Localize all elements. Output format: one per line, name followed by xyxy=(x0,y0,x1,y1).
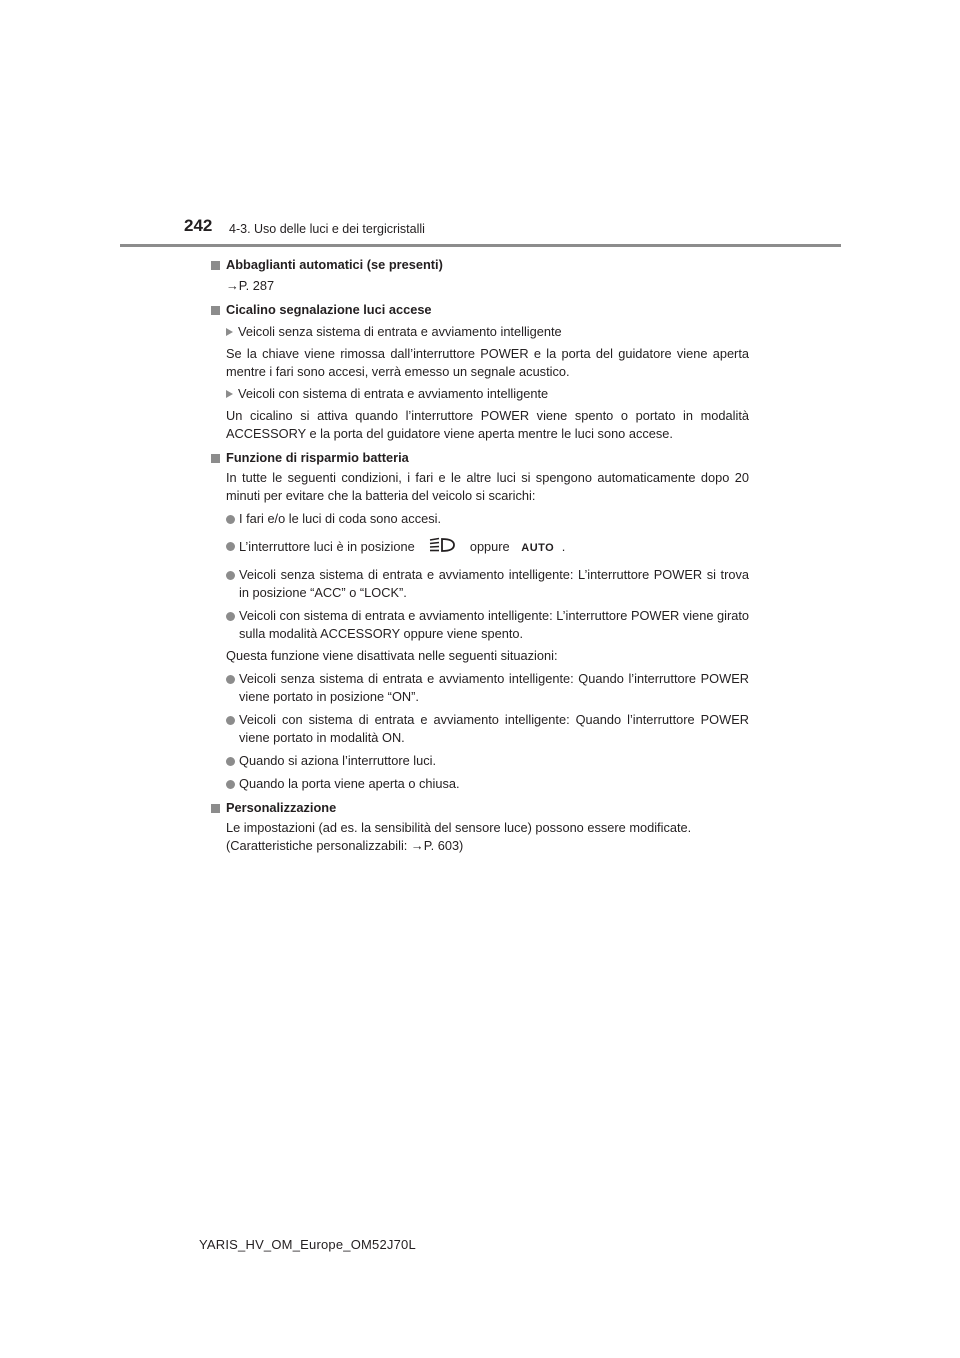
list-item: Quando si aziona l’interruttore luci. xyxy=(209,752,749,770)
subheading-without-smart-entry: Veicoli senza sistema di entrata e avviamento intelligente xyxy=(209,323,749,341)
list-item: L’interruttore luci è in posizione oppure AUTO . xyxy=(209,537,749,558)
header-divider xyxy=(120,244,841,247)
paragraph: Se la chiave viene rimossa dall’interruttore POWER e la porta del guidatore viene aperta mentre i fari sono accesi, verrà emesso un segnale acustico. xyxy=(226,346,749,379)
round-bullet-icon xyxy=(226,675,235,684)
heading-lights-on-buzzer: Cicalino segnalazione luci accese xyxy=(209,301,749,319)
paragraph: Un cicalino si attiva quando l’interruttore POWER viene spento o portato in modalità ACCESSORY e la porta del guidatore viene aperta mentre le luci sono accese. xyxy=(226,408,749,441)
headlight-icon xyxy=(428,537,456,558)
triangle-bullet-icon xyxy=(226,328,233,336)
list-item: Quando la porta viene aperta o chiusa. xyxy=(209,775,749,793)
square-bullet-icon xyxy=(211,306,220,315)
page-content xyxy=(209,256,749,855)
subheading-with-smart-entry: Veicoli con sistema di entrata e avviamento intelligente xyxy=(209,385,749,403)
round-bullet-icon xyxy=(226,515,235,524)
paragraph: In tutte le seguenti condizioni, i fari e le altre luci si spengono automaticamente dopo 20 minuti per evitare che la batteria del veicolo si scarichi: xyxy=(226,470,749,503)
paragraph: Questa funzione viene disattivata nelle seguenti situazioni: xyxy=(226,648,558,663)
heading-customization: Personalizzazione xyxy=(209,799,749,817)
auto-icon: AUTO xyxy=(521,541,555,554)
list-item: Veicoli senza sistema di entrata e avviamento intelligente: L’interruttore POWER si trova in posizione “ACC” o “LOCK”. xyxy=(209,566,749,602)
square-bullet-icon xyxy=(211,261,220,270)
round-bullet-icon xyxy=(226,757,235,766)
paragraph-line: Le impostazioni (ad es. la sensibilità del sensore luce) possono essere modificate. xyxy=(226,820,692,835)
section-header-title: 4-3. Uso delle luci e dei tergicristalli xyxy=(229,222,425,236)
list-item: Veicoli senza sistema di entrata e avviamento intelligente: Quando l’interruttore POWER viene portato in posizione “ON”. xyxy=(209,670,749,706)
document-code: YARIS_HV_OM_Europe_OM52J70L xyxy=(199,1237,416,1252)
round-bullet-icon xyxy=(226,542,235,551)
round-bullet-icon xyxy=(226,612,235,621)
page-reference: →P. 287 xyxy=(226,278,275,293)
square-bullet-icon xyxy=(211,454,220,463)
list-item: I fari e/o le luci di coda sono accesi. xyxy=(209,510,749,528)
list-item: Veicoli con sistema di entrata e avviamento intelligente: Quando l’interruttore POWER viene portato in modalità ON. xyxy=(209,711,749,747)
round-bullet-icon xyxy=(226,571,235,580)
round-bullet-icon xyxy=(226,716,235,725)
page-number: 242 xyxy=(184,216,213,235)
heading-battery-saver: Funzione di risparmio batteria xyxy=(209,449,749,467)
round-bullet-icon xyxy=(226,780,235,789)
list-item: Veicoli con sistema di entrata e avviamento intelligente: L’interruttore POWER viene girato sulla modalità ACCESSORY oppure viene spento. xyxy=(209,607,749,643)
paragraph-line: (Caratteristiche personalizzabili: →P. 603) xyxy=(226,838,464,853)
heading-auto-high-beam: Abbaglianti automatici (se presenti) xyxy=(209,256,749,274)
square-bullet-icon xyxy=(211,804,220,813)
triangle-bullet-icon xyxy=(226,390,233,398)
